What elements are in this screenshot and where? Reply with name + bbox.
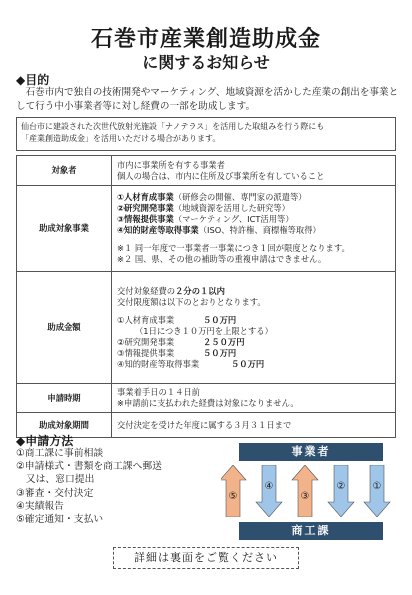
term-line: 交付決定を受けた年度に属する３月３１日まで <box>117 419 292 430</box>
flow-arrow-label: ⑤ <box>228 491 238 502</box>
nanoterasu-note <box>16 117 396 151</box>
project-note: ※２ 国、県、その他の補助等の重複申請はできません。 <box>117 254 327 264</box>
period-line: 事業着手日の１４日前 <box>117 387 200 397</box>
row-label-target: 対象者 <box>17 156 112 186</box>
project-note: ※１ 同一年度で一事業者一事業につき１回が限度となります。 <box>117 243 350 253</box>
amount-item: ③情報提供事業 ５０万円 <box>117 347 237 358</box>
list-item: ②申請様式・書類を商工課へ郵送 <box>16 461 162 473</box>
list-item: ④実績報告 <box>16 500 64 512</box>
flow-arrow-label: ① <box>372 481 382 492</box>
apply-heading: ◆申請方法 <box>16 434 74 448</box>
project-item: ②研究開発事業（地域資源を活用した研究等） <box>117 203 290 213</box>
amount-item: ②研究開発事業 ２５０万円 <box>117 336 245 347</box>
row-value-target <box>112 156 396 186</box>
amount-line: 交付対象経費の２分の１以内 <box>117 285 225 296</box>
info-table <box>16 155 396 438</box>
row-label-projects: 助成対象事業 <box>17 186 112 272</box>
row-value-period <box>112 384 396 413</box>
note-line: 仙台市に建設された次世代放射光施設「ナノテラス」を活用した取組みを行う際にも <box>21 122 325 131</box>
business-box: 事業者 <box>239 443 383 461</box>
table-row <box>17 413 396 438</box>
apply-steps <box>16 447 162 526</box>
row-label-amount: 助成金額 <box>17 272 112 384</box>
project-item: ①人材育成事業（研修会の開催、専門家の派遣等） <box>117 192 307 202</box>
row-value-amount <box>112 272 396 384</box>
row-value-term <box>112 413 396 438</box>
project-item: ④知的財産等取得事業（ISO、特許権、商標権等取得） <box>117 225 321 235</box>
flow-arrow-label: ④ <box>264 481 274 492</box>
amount-item: ④知的財産等取得事業 ５０万円 <box>117 358 265 369</box>
list-item: 又は、窓口提出 <box>16 474 95 486</box>
commerce-section-box: 商工課 <box>239 522 383 540</box>
flow-arrow-label: ③ <box>300 491 310 502</box>
amount-item: ①人材育成事業 ５０万円 <box>117 314 237 325</box>
flow-arrow-label: ② <box>336 481 346 492</box>
table-row <box>17 186 396 272</box>
table-row <box>17 272 396 384</box>
flow-arrows <box>221 465 401 517</box>
table-row <box>17 384 396 413</box>
flow-diagram <box>221 443 401 539</box>
table-row <box>17 156 396 186</box>
page-title: 石巻市産業創造助成金 <box>90 27 321 52</box>
list-item: ③審査・交付決定 <box>16 487 94 499</box>
row-label-term: 助成対象期間 <box>17 413 112 438</box>
list-item: ⑤確定通知・支払い <box>16 514 104 526</box>
row-label-period: 申請時期 <box>17 384 112 413</box>
see-reverse-note: 詳細は裏面をご覧ください <box>113 547 299 569</box>
project-item: ③情報提供事業（マーケティング、ICT活用等） <box>117 214 294 224</box>
purpose-text: 石巻市内で独自の技術開発やマーケティング、地域資源を活かした産業の創出を事業として行う中小事業者等に対し経費の一部を助成します。 <box>16 87 399 112</box>
amount-line: 交付限度額は以下のとおりとなります。 <box>117 296 266 307</box>
list-item: ①商工課に事前相談 <box>16 448 104 459</box>
amount-item: （1日につき１０万円を上限とする） <box>135 325 273 336</box>
target-line: 市内に事業所を有する事業者 <box>117 159 225 170</box>
row-value-projects <box>112 186 396 272</box>
target-line: 個人の場合は、市内に住所及び事業所を有していること <box>117 170 325 181</box>
period-line: ※申請前に支払われた経費は対象になりません。 <box>117 398 299 408</box>
note-line: 「産業創造助成金」を活用いただける場合があります。 <box>21 134 221 143</box>
page-subtitle: に関するお知らせ <box>142 53 270 72</box>
purpose-heading: ◆目的 <box>16 73 50 87</box>
